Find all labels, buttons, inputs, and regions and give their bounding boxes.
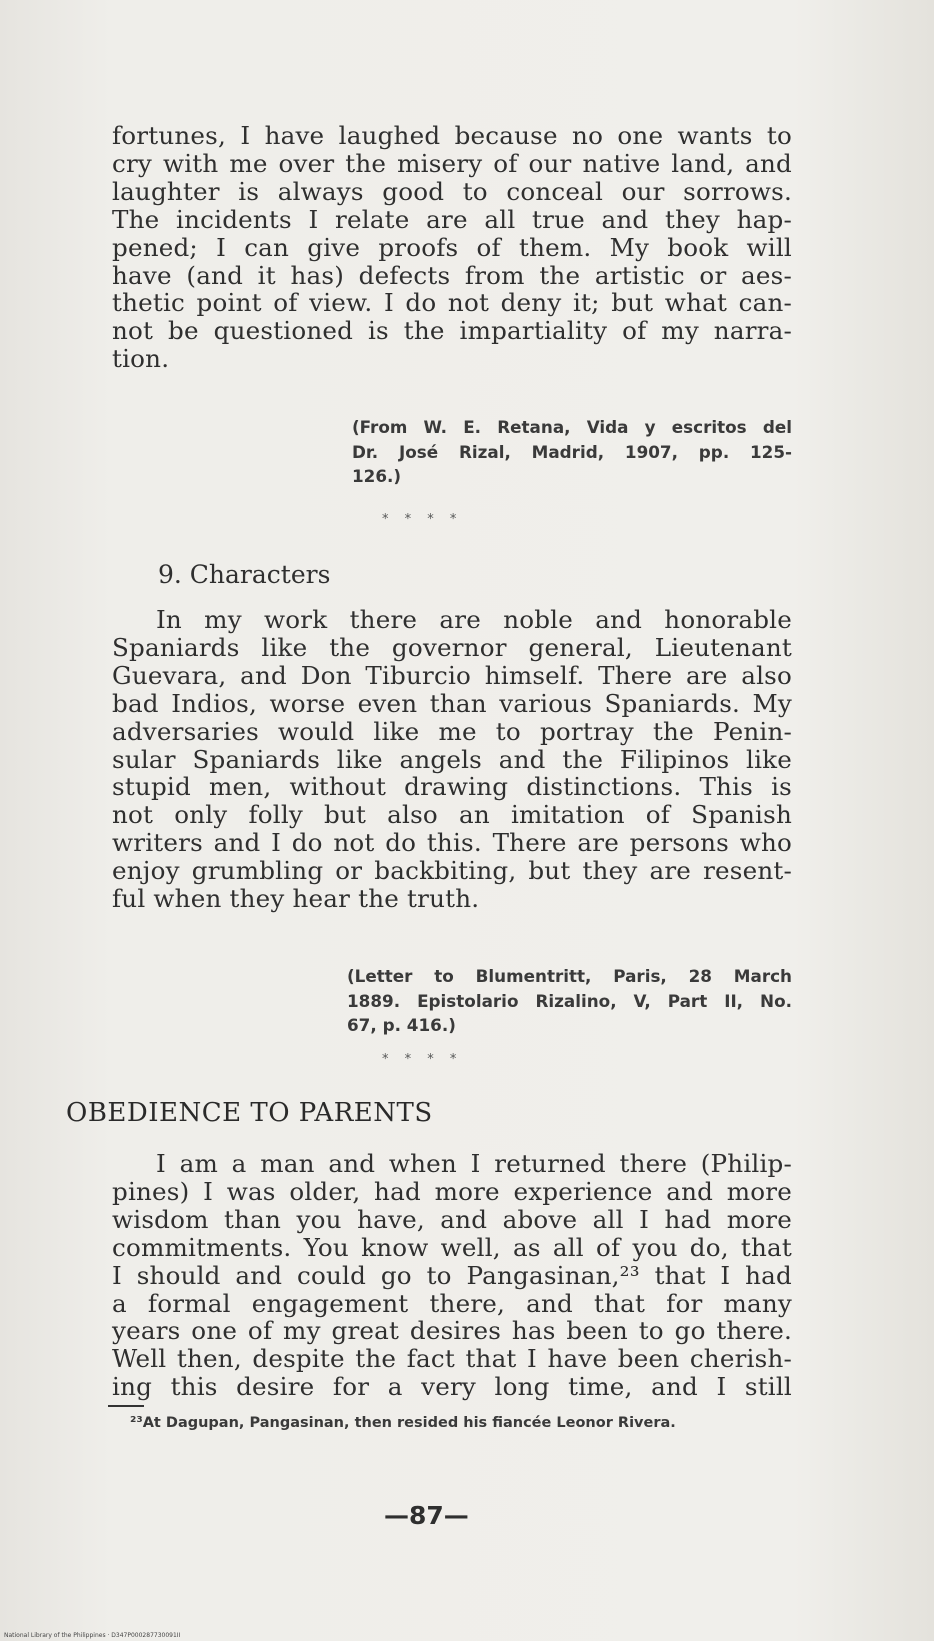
- text-line: pines) I was older, had more experience and more: [112, 1176, 792, 1206]
- footnote: ²³At Dagupan, Pangasinan, then resided his fiancée Leonor Rivera.: [130, 1415, 676, 1431]
- text-line: I am a man and when I returned there (Philip-: [156, 1149, 792, 1178]
- text-line: writers and I do not do this. There are persons who: [112, 828, 792, 858]
- text-line: not only folly but also an imitation of Spanish: [112, 800, 792, 830]
- text-line: I should and could go to Pangasinan,²³ that I had: [112, 1260, 792, 1290]
- text-line: years one of my great desires has been to go there.: [112, 1316, 792, 1346]
- text-line: pened; I can give proofs of them. My book will: [112, 232, 792, 262]
- citation-1: [352, 415, 792, 489]
- page-number: —87—: [384, 1501, 469, 1530]
- text-line: have (and it has) defects from the artistic or aes-: [112, 260, 792, 290]
- text-line: cry with me over the misery of our native land, and: [112, 148, 792, 178]
- text-line: thetic point of view. I do not deny it; but what can-: [112, 288, 792, 318]
- text-line: Guevara, and Don Tiburcio himself. There are also: [112, 660, 792, 690]
- citation-line: (From W. E. Retana, Vida y escritos del: [352, 417, 792, 437]
- scan-watermark: National Library of the Philippines · D347P000287730091II: [4, 1632, 181, 1639]
- text-line: The incidents I relate are all true and they hap-: [112, 204, 792, 234]
- text-line: In my work there are noble and honorable: [156, 605, 792, 634]
- text-line: fortunes, I have laughed because no one wants to: [112, 121, 792, 150]
- text-line: stupid men, without drawing distinctions. This is: [112, 772, 792, 802]
- passage-1: [112, 122, 792, 373]
- citation-line: (Letter to Blumentritt, Paris, 28 March: [347, 966, 792, 986]
- text-line: enjoy grumbling or backbiting, but they are resent-: [112, 856, 792, 886]
- text-line: Well then, despite the fact that I have been cherish-: [112, 1344, 792, 1374]
- obedience-body: [112, 1150, 792, 1401]
- section-9-body: [112, 606, 792, 913]
- text-line: ing this desire for a very long time, and I still: [112, 1372, 792, 1402]
- section-title: OBEDIENCE TO PARENTS: [66, 1098, 433, 1128]
- text-line: ful when they hear the truth.: [112, 884, 480, 914]
- citation-line: 1889. Epistolario Rizalino, V, Part II, No.: [347, 990, 792, 1011]
- text-line: a formal engagement there, and that for many: [112, 1288, 792, 1318]
- passage-1-paragraph: [112, 122, 792, 373]
- text-line: commitments. You know well, as all of you do, that: [112, 1232, 792, 1262]
- text-line: wisdom than you have, and above all I had more: [112, 1204, 792, 1234]
- section-heading: 9. Characters: [158, 560, 331, 589]
- footnote-rule: [108, 1405, 144, 1407]
- citation-line: Dr. José Rizal, Madrid, 1907, pp. 125-: [352, 441, 792, 462]
- citation-line: 126.): [352, 466, 402, 487]
- text-line: tion.: [112, 344, 170, 374]
- text-line: laughter is always good to conceal our sorrows.: [112, 176, 792, 206]
- citation-line: 67, p. 416.): [347, 1015, 456, 1036]
- text-line: bad Indios, worse even than various Spaniards. My: [112, 688, 792, 718]
- text-line: adversaries would like me to portray the Penin-: [112, 716, 792, 746]
- text-line: not be questioned is the impartiality of my narra-: [112, 316, 792, 346]
- text-line: Spaniards like the governor general, Lieutenant: [112, 632, 792, 662]
- separator-stars: * * * *: [382, 1052, 463, 1067]
- text-line: sular Spaniards like angels and the Filipinos like: [112, 744, 792, 774]
- citation-2: [347, 964, 792, 1038]
- separator-stars: * * * *: [382, 512, 463, 527]
